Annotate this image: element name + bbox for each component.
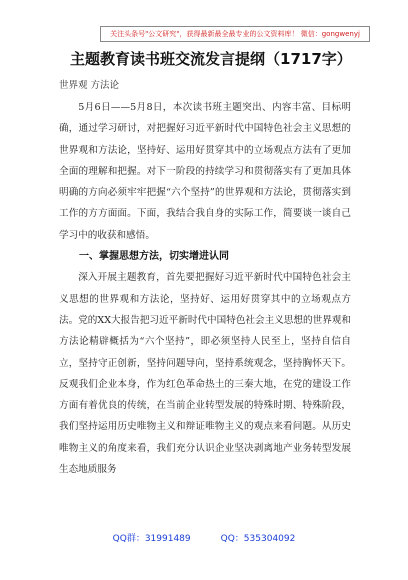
document-body	[59, 97, 351, 480]
document-title: 主题教育读书班交流发言提纲（1717字）	[70, 50, 352, 68]
document-subtitle: 世界观 方法论	[59, 80, 120, 91]
qq-number: QQ：535304092	[220, 534, 296, 544]
qq-group-number: QQ群：31991489	[112, 534, 191, 544]
promo-banner-text: 关注头条号"公文研究"，获得最新最全最专业的公文资料库！ 微信：gongwenyj	[110, 30, 360, 38]
footer-contact	[0, 533, 408, 545]
paragraph: 深入开展主题教育，首先要把握好习近平新时代中国特色社会主义思想的世界观和方法论，坚持好、运用好贯穿其中的立场观点方法。党的XX大报告把习近平新时代中国特色社会主义思想的世界观和方法论精辟概括为“六个坚持”，即必须坚持人民至上，坚持自信自立，坚持守正创新，坚持问题导向，坚持系统观念，坚持胸怀天下。反观我们企业本身，作为红色革命热土的三秦大地，在党的建设工作方面有着优良的传统，在当前企业转型发展的特殊时期、特殊阶段，我们坚持运用历史唯物主义和辩证唯物主义的观点来看问题。从历史唯物主义的角度来看，我们充分认识企业坚决剥离地产业务转型发展生态地质服务	[59, 272, 351, 476]
promo-banner	[100, 26, 370, 42]
paragraph: 5月6日——5月8日，本次读书班主题突出、内容丰富、目标明确，通过学习研讨，对把握好习近平新时代中国特色社会主义思想的世界观和方法论，坚持好、运用好贯穿其中的立场观点方法有了更加全面的理解和把握。对下一阶段的持续学习和贯彻落实有了更加具体明确的方向必须牢牢把握“六个坚持”的世界观和方法论，贯彻落实到工作的方方面面。下面，我结合我自身的实际工作，简要谈一谈自己学习中的收获和感悟。	[59, 102, 351, 241]
section-heading: 一、掌握思想方法，切实增进认同	[79, 251, 229, 263]
